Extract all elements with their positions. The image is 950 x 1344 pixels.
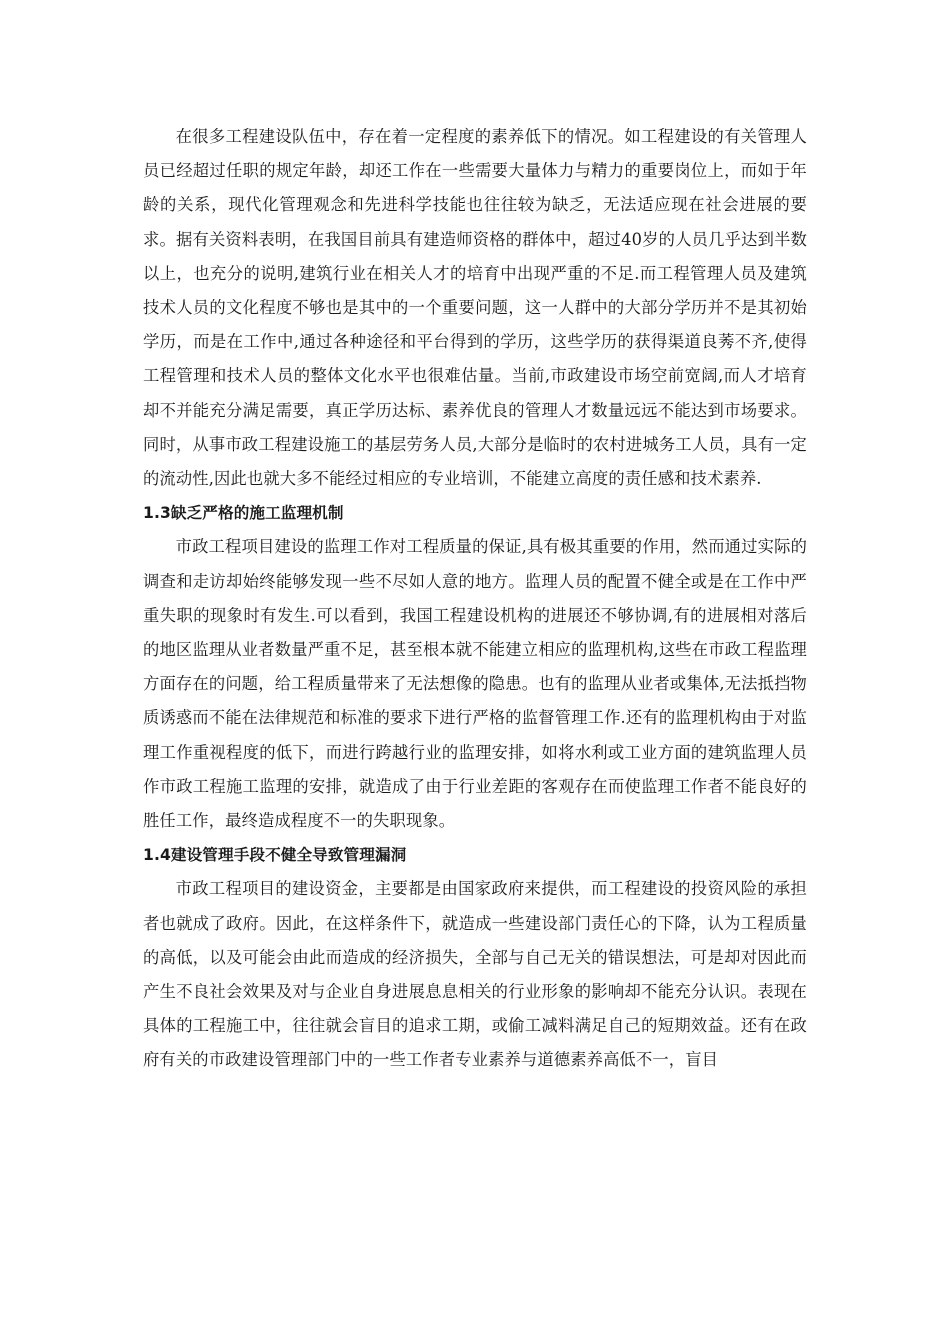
section-heading-1-3: 1.3缺乏严格的施工监理机制	[143, 504, 344, 523]
paragraph-personnel-quality: 在很多工程建设队伍中，存在着一定程度的素养低下的情况。如工程建设的有关管理人员已经超过任职的规定年龄，却还工作在一些需要大量体力与精力的重要岗位上，而如于年龄的关系，现代化管理观念和先进科学技能也往往较为缺乏，无法适应现在社会进展的要求。据有关资料表明，在我国目前具有建造师资格的群体中，超过40岁的人员几乎达到半数以上，也充分的说明,建筑行业在相关人才的培育中出现严重的不足.而工程管理人员及建筑技术人员的文化程度不够也是其中的一个重要问题，这一人群中的大部分学历并不是其初始学历，而是在工作中,通过各种途径和平台得到的学历，这些学历的获得渠道良莠不齐,使得工程管理和技术人员的整体文化水平也很难估量。当前,市政建设市场空前宽阔,而人才培育却不并能充分满足需要，真正学历达标、素养优良的管理人才数量远远不能达到市场要求。同时，从事市政工程建设施工的基层劳务人员,大部分是临时的农村进城务工人员，具有一定的流动性,因此也就大多不能经过相应的专业培训，不能建立高度的责任感和技术素养.	[143, 127, 807, 489]
paragraph-management: 市政工程项目的建设资金，主要都是由国家政府来提供，而工程建设的投资风险的承担者也就成了政府。因此，在这样条件下，就造成一些建设部门责任心的下降，认为工程质量的高低，以及可能会由此而造成的经济损失，全部与自己无关的错误想法，可是却对因此而产生不良社会效果及对与企业自身进展息息相关的行业形象的影响却不能充分认识。表现在具体的工程施工中，往往就会盲目的追求工期，或偷工减料满足自己的短期效益。还有在政府有关的市政建设管理部门中的一些工作者专业素养与道德素养高低不一，盲目	[143, 879, 807, 1070]
document-body	[143, 120, 807, 1078]
paragraph-supervision: 市政工程项目建设的监理工作对工程质量的保证,具有极其重要的作用，然而通过实际的调查和走访却始终能够发现一些不尽如人意的地方。监理人员的配置不健全或是在工作中严重失职的现象时有发生.可以看到，我国工程建设机构的进展还不够协调,有的进展相对落后的地区监理从业者数量严重不足，甚至根本就不能建立相应的监理机构,这些在市政工程监理方面存在的问题，给工程质量带来了无法想像的隐患。也有的监理从业者或集体,无法抵挡物质诱惑而不能在法律规范和标准的要求下进行严格的监督管理工作.还有的监理机构由于对监理工作重视程度的低下，而进行跨越行业的监理安排，如将水利或工业方面的建筑监理人员作市政工程施工监理的安排，就造成了由于行业差距的客观存在而使监理工作者不能良好的胜任工作，最终造成程度不一的失职现象。	[143, 537, 807, 831]
section-heading-1-4: 1.4建设管理手段不健全导致管理漏洞	[143, 846, 407, 865]
